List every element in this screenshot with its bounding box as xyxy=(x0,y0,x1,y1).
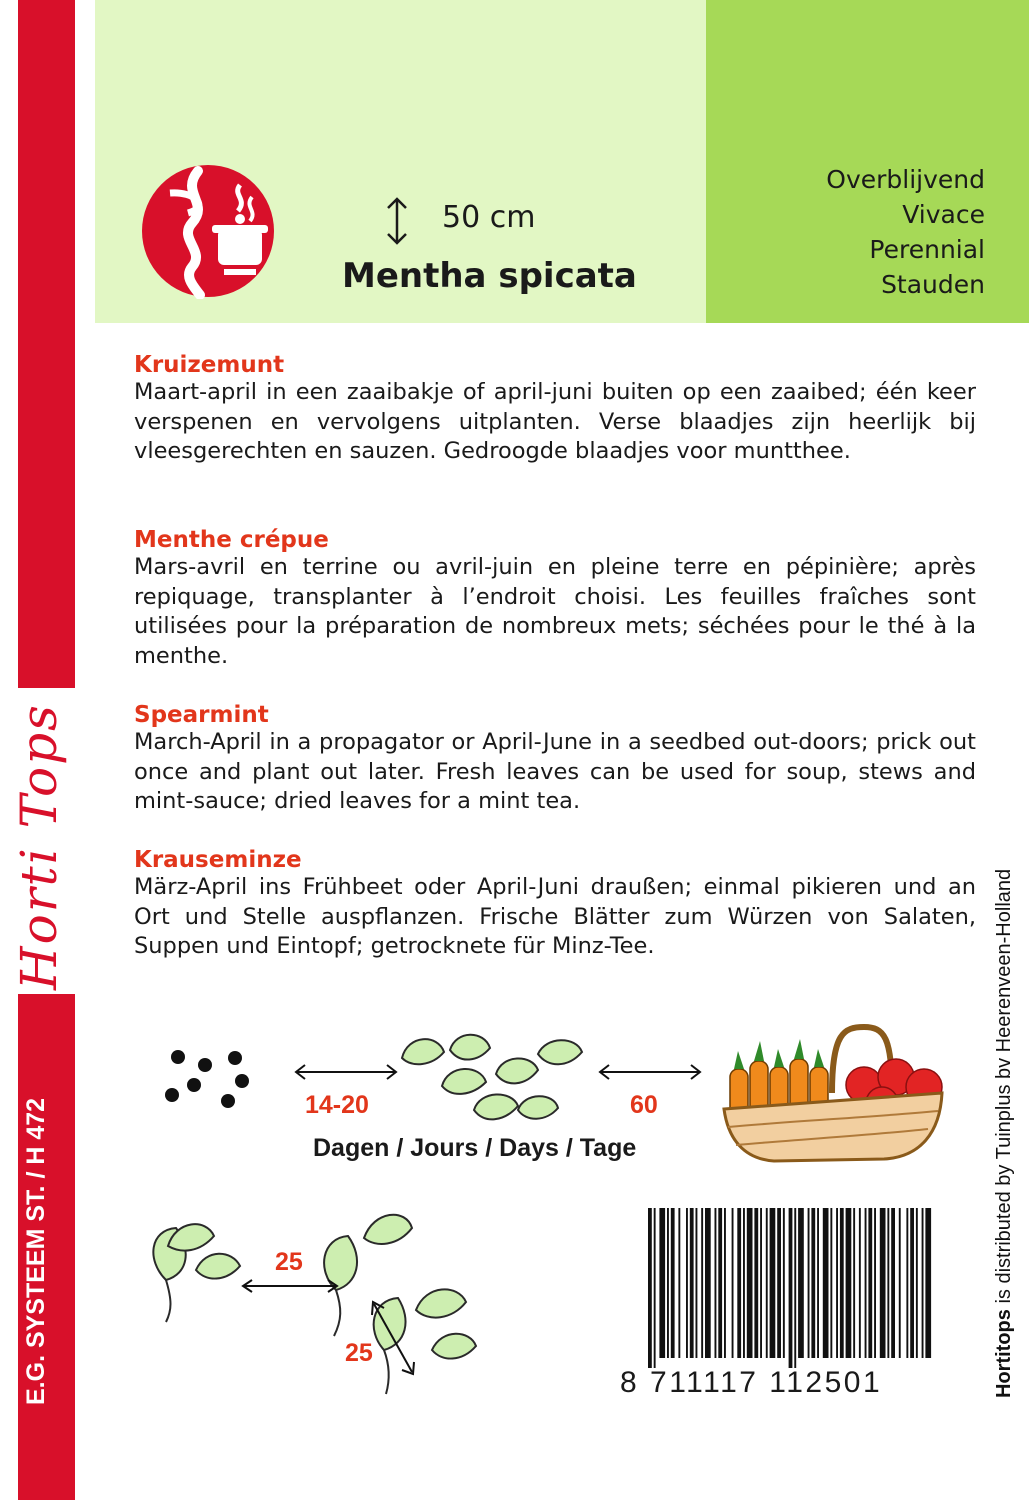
lifecycle-nl: Overblijvend xyxy=(826,165,985,194)
distributor-note xyxy=(993,869,1016,1398)
section-title: Spearmint xyxy=(134,702,269,728)
distributor-text: is distributed by Tuinplus bv Heerenveen-Holland xyxy=(993,868,1015,1310)
germination-arrow-icon xyxy=(293,1062,399,1082)
barcode-bar xyxy=(659,1208,665,1358)
barcode-bar xyxy=(922,1208,924,1358)
barcode-bar xyxy=(817,1208,819,1358)
barcode-bar xyxy=(701,1208,703,1358)
barcode-bar xyxy=(747,1208,753,1358)
row-spacing: 25 xyxy=(275,1248,303,1276)
herb-pot-icon xyxy=(140,163,276,299)
barcode-bar xyxy=(798,1208,804,1358)
barcode-bar xyxy=(840,1208,844,1358)
seedlings-icon xyxy=(398,1030,588,1130)
barcode-bar xyxy=(925,1208,931,1358)
latin-name: Mentha spicata xyxy=(342,256,637,296)
seeds-icon xyxy=(160,1045,260,1111)
lifecycle-en: Perennial xyxy=(869,235,985,264)
barcode-bar xyxy=(899,1208,901,1358)
section-fr xyxy=(134,527,976,671)
barcode-bar xyxy=(823,1208,829,1358)
barcode-bar xyxy=(732,1208,734,1358)
barcode-bar xyxy=(696,1208,698,1358)
barcode-bar xyxy=(724,1208,726,1358)
barcode-bar xyxy=(865,1208,867,1358)
barcode-bar xyxy=(743,1208,745,1358)
section-title: Menthe crépue xyxy=(134,527,329,553)
barcode-bar xyxy=(760,1208,762,1358)
barcode-bar xyxy=(777,1208,781,1358)
harvest-basket-icon xyxy=(714,1023,952,1163)
plant-spacing: 25 xyxy=(345,1339,373,1367)
lifecycle-list xyxy=(720,162,985,302)
barcode-bar xyxy=(715,1208,717,1358)
barcode-bar xyxy=(678,1208,680,1358)
barcode xyxy=(648,1208,934,1368)
barcode-bar xyxy=(671,1208,675,1358)
section-body: Mars-avril en terrine ou avril-juin en pleine terre en pépinière; après repiquage, transplanter à l’endroit choisi. Les feuilles fraîches sont utilisées pour la préparation de nombreux mets; séchées pour le thé à la menthe. xyxy=(134,554,976,669)
barcode-bar xyxy=(808,1208,810,1358)
section-body: March-April in a propagator or April-June in a seedbed out-doors; prick out once and plant out later. Fresh leaves can be used for soup, stews and mint-sauce; dried leaves for a mint tea. xyxy=(134,729,976,814)
barcode-bar xyxy=(887,1208,889,1358)
barcode-bar xyxy=(859,1208,861,1358)
barcode-bar xyxy=(654,1208,656,1368)
barcode-bar xyxy=(648,1208,652,1368)
barcode-bar xyxy=(836,1208,838,1358)
barcode-bar xyxy=(811,1208,815,1358)
barcode-bar xyxy=(868,1208,872,1358)
barcode-bar xyxy=(754,1208,758,1358)
height-arrow-icon xyxy=(384,196,410,246)
barcode-bar xyxy=(766,1208,768,1358)
barcode-bar xyxy=(794,1208,796,1368)
barcode-bar xyxy=(690,1208,694,1358)
barcode-bar xyxy=(910,1208,914,1358)
section-title: Krauseminze xyxy=(134,847,302,873)
barcode-bar xyxy=(737,1208,741,1358)
section-title: Kruizemunt xyxy=(134,352,285,378)
barcode-bar xyxy=(880,1208,886,1358)
lifecycle-de: Stauden xyxy=(881,270,985,299)
barcode-bar xyxy=(718,1208,722,1358)
germination-days: 14-20 xyxy=(305,1091,369,1119)
section-nl xyxy=(134,352,976,467)
barcode-bar xyxy=(789,1208,793,1368)
barcode-bar xyxy=(770,1208,776,1358)
section-body: Maart-april in een zaaibakje of april-juni buiten op een zaaibed; één keer verspenen en vervolgens uitplanten. Verse blaadjes zijn heerlijk bij vleesgerechten en sauzen. Gedroogde blaadjes voor muntthee. xyxy=(134,379,976,464)
section-body: März-April ins Frühbeet oder April-Juni draußen; einmal pikieren und an Ort und Stelle auspflanzen. Frische Blätter zum Würzen von Salaten, Suppen und Eintopf; getrocknete für Minz-Tee. xyxy=(134,874,976,959)
barcode-bar xyxy=(853,1208,855,1358)
lifecycle-fr: Vivace xyxy=(902,200,985,229)
section-en xyxy=(134,702,976,817)
spacing-diagram xyxy=(136,1190,486,1410)
harvest-days: 60 xyxy=(630,1091,658,1119)
barcode-bar xyxy=(846,1208,852,1358)
barcode-number: 8 711117 112501 xyxy=(620,1366,883,1399)
product-code: E.G. SYSTEEM ST. / H 472 xyxy=(22,1097,50,1405)
barcode-bar xyxy=(891,1208,895,1358)
days-label: Dagen / Jours / Days / Tage xyxy=(313,1134,637,1162)
barcode-bar xyxy=(916,1208,918,1358)
barcode-bar xyxy=(686,1208,688,1358)
barcode-bar xyxy=(705,1208,711,1358)
sidebar-top-band xyxy=(18,0,75,688)
distributor-brand: Hortitops xyxy=(993,1309,1015,1398)
barcode-bar xyxy=(830,1208,832,1358)
plant-height: 50 cm xyxy=(442,200,536,235)
brand-logo: Horti Tops xyxy=(10,703,68,990)
harvest-arrow-icon xyxy=(597,1062,703,1082)
barcode-bar xyxy=(906,1208,908,1358)
barcode-bar xyxy=(783,1208,785,1358)
barcode-bar xyxy=(874,1208,876,1358)
section-de xyxy=(134,847,976,962)
barcode-bar xyxy=(667,1208,669,1358)
